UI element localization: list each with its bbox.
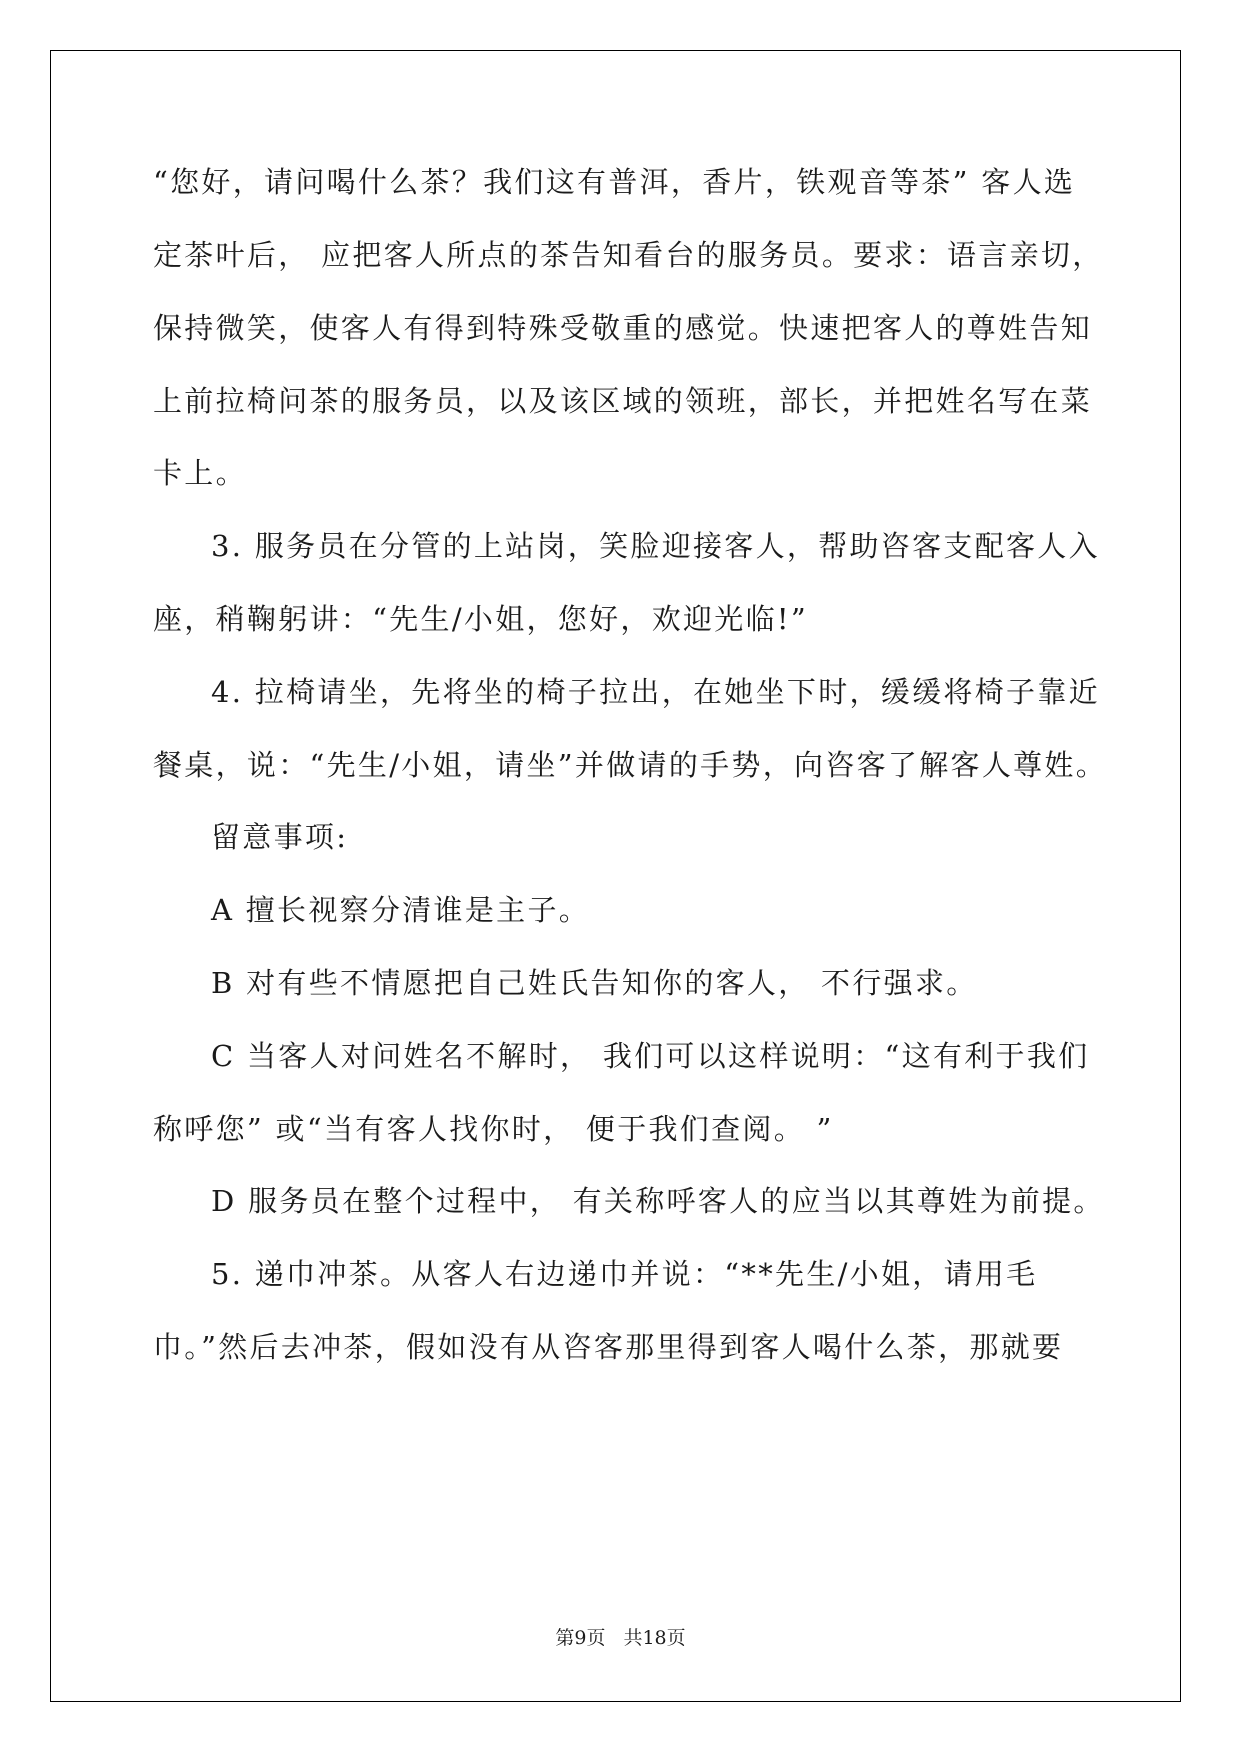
text-line: 称呼您” 或“当有客人找你时， 便于我们查阅。 ” xyxy=(153,1112,834,1146)
text-line: 巾。”然后去冲茶，假如没有从咨客那里得到客人喝什么茶，那就要 xyxy=(153,1330,1064,1364)
text-line: 座，稍鞠躬讲：“先生/小姐，您好，欢迎光临!” xyxy=(153,602,808,636)
page-total: 共18页 xyxy=(623,1627,686,1649)
text-line: 上前拉椅问茶的服务员，以及该区域的领班，部长，并把姓名写在菜 xyxy=(153,384,1093,418)
page-border xyxy=(50,50,1181,1702)
text-line: C 当客人对问姓名不解时， 我们可以这样说明：“这有利于我们 xyxy=(211,1039,1090,1073)
text-line: 卡上。 xyxy=(153,456,247,490)
page-footer xyxy=(0,1626,1241,1650)
text-line: A 擅长视察分清谁是主子。 xyxy=(211,893,591,927)
text-line: B 对有些不情愿把自己姓氏告知你的客人， 不行强求。 xyxy=(211,966,978,1000)
text-line: 3. 服务员在分管的上站岗，笑脸迎接客人，帮助咨客支配客人入 xyxy=(211,529,1100,563)
text-line: 保持微笑，使客人有得到特殊受敬重的感觉。快速把客人的尊姓告知 xyxy=(153,311,1093,345)
text-line: D 服务员在整个过程中， 有关称呼客人的应当以其尊姓为前提。 xyxy=(211,1184,1105,1218)
text-line: “您好，请问喝什么茶？我们这有普洱，香片，铁观音等茶” 客人选 xyxy=(153,165,1076,199)
page-number: 第9页 xyxy=(555,1627,606,1649)
text-line: 定茶叶后， 应把客人所点的茶告知看台的服务员。要求：语言亲切， xyxy=(153,238,1104,272)
text-line: 4. 拉椅请坐，先将坐的椅子拉出，在她坐下时，缓缓将椅子靠近 xyxy=(211,675,1100,709)
text-line: 5. 递巾冲茶。从客人右边递巾并说：“**先生/小姐，请用毛 xyxy=(211,1257,1038,1291)
text-line: 留意事项: xyxy=(211,820,349,854)
text-line: 餐桌，说：“先生/小姐，请坐”并做请的手势，向咨客了解客人尊姓。 xyxy=(153,748,1108,782)
